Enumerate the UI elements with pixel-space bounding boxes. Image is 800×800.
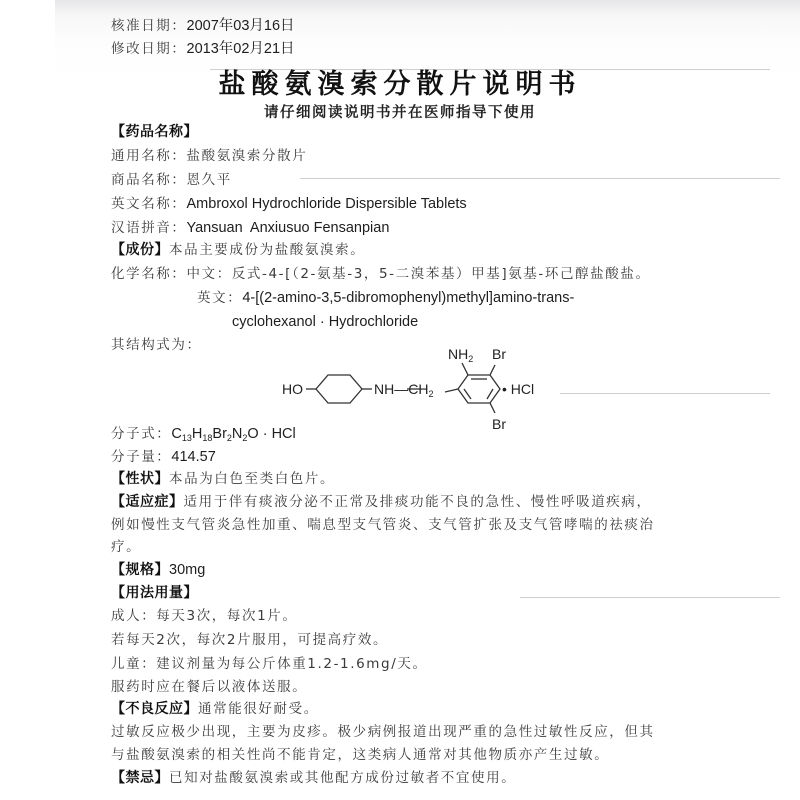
adverse-reactions <box>111 700 319 718</box>
pinyin-name-value: Yansuan Anxiusuo Fensanpian <box>186 220 390 236</box>
bleed-rule <box>560 393 770 394</box>
section-heading-indications: 【适应症】 <box>111 494 184 510</box>
nh2-label: $NH_2$ <box>448 346 474 364</box>
specification <box>111 561 205 579</box>
generic-name-value: 盐酸氨溴索分散片 <box>186 148 308 164</box>
adverse-reactions-line3: 与盐酸氨溴索的相关性尚不能肯定，这类病人通常对其他物质亦产生过敏。 <box>111 747 610 763</box>
revision-date-label: 修改日期： <box>111 41 187 57</box>
hcl-label: • HCl <box>502 381 535 397</box>
revision-date <box>111 40 295 58</box>
molecule-diagram <box>280 337 550 437</box>
indications-line3: 疗。 <box>111 539 142 555</box>
nh-ch2-label: $NH—CH_2$ <box>374 381 434 399</box>
bleed-rule <box>300 178 780 179</box>
molecular-weight-label: 分子量： <box>111 449 172 465</box>
chemical-name-en <box>197 289 574 307</box>
contraindications-text: 已知对盐酸氨溴索或其他配方成份过敏者不宜使用。 <box>169 770 517 786</box>
chemical-name-cn-label: 中文： <box>186 266 232 282</box>
pinyin-name-label: 汉语拼音： <box>111 220 187 236</box>
section-heading-contraindications: 【禁忌】 <box>111 770 169 786</box>
chemical-name-label: 化学名称： <box>111 266 187 282</box>
trade-name-label: 商品名称： <box>111 172 187 188</box>
molecular-formula-label: 分子式： <box>111 426 172 442</box>
section-heading-description: 【性状】 <box>111 471 169 487</box>
indications-text: 适用于伴有痰液分泌不正常及排痰功能不良的急性、慢性呼吸道疾病， <box>183 494 652 510</box>
molecular-weight-value: 414.57 <box>171 449 216 465</box>
page-title: 盐酸氨溴索分散片说明书 <box>218 69 582 100</box>
specification-value: 30mg <box>169 562 206 578</box>
english-name-label: 英文名称： <box>111 196 187 212</box>
dosage-line3: 儿童：建议剂量为每公斤体重1.2-1.6mg/天。 <box>111 656 428 672</box>
molecular-formula-value: $C_{13}H_{18}Br_2N_2O$ · HCl <box>171 426 296 443</box>
description-text: 本品为白色至类白色片。 <box>169 471 336 487</box>
dosage-line4: 服药时应在餐后以液体送服。 <box>111 679 308 695</box>
section-heading-adverse-reactions: 【不良反应】 <box>111 701 198 717</box>
structural-formula <box>280 337 550 437</box>
generic-name-label: 通用名称： <box>111 148 187 164</box>
revision-date-value: 2013年02月21日 <box>186 41 295 57</box>
generic-name <box>111 147 307 165</box>
approval-date <box>111 17 295 35</box>
english-name-value: Ambroxol Hydrochloride Dispersible Tablets <box>186 196 467 212</box>
section-heading-drug-name: 【药品名称】 <box>111 124 198 140</box>
section-heading-specification: 【规格】 <box>111 562 169 578</box>
adverse-reactions-line2: 过敏反应极少出现，主要为皮疹。极少病例报道出现严重的急性过敏性反应，但其 <box>111 724 655 740</box>
indications-line2: 例如慢性支气管炎急性加重、喘息型支气管炎、支气管扩张及支气管哮喘的祛痰治 <box>111 517 655 533</box>
bromine-top-label: Br <box>492 346 506 362</box>
english-name <box>111 195 467 213</box>
dosage-line2: 若每天2次，每次2片服用，可提高疗效。 <box>111 632 389 648</box>
approval-date-value: 2007年03月16日 <box>186 18 295 34</box>
chemical-name-en-label: 英文： <box>197 290 243 306</box>
section-heading-dosage: 【用法用量】 <box>111 585 198 601</box>
molecular-formula <box>111 425 296 447</box>
molecular-weight <box>111 448 216 466</box>
composition-text: 本品主要成份为盐酸氨溴索。 <box>169 242 366 258</box>
contraindications <box>111 769 516 787</box>
chemical-name-cn-value: 反式-4-[（2-氨基-3，5-二溴苯基）甲基]氨基-环己醇盐酸盐。 <box>231 266 651 282</box>
bromine-bottom-label: Br <box>492 416 506 432</box>
structure-label: 其结构式为： <box>111 337 202 353</box>
adverse-reactions-text: 通常能很好耐受。 <box>198 701 319 717</box>
hydroxyl-label: HO <box>282 381 303 397</box>
trade-name-value: 恩久平 <box>186 172 232 188</box>
dosage-line1: 成人：每天3次，每次1片。 <box>111 608 298 624</box>
pinyin-name <box>111 219 389 237</box>
chemical-name-cn <box>111 265 651 283</box>
chemical-name-en-line1: 4-[(2-amino-3,5-dibromophenyl)methyl]amino-trans- <box>242 290 575 306</box>
chemical-name-en-line2: cyclohexanol · Hydrochloride <box>232 314 419 330</box>
bleed-rule <box>520 597 780 598</box>
approval-date-label: 核准日期： <box>111 18 187 34</box>
trade-name <box>111 171 232 189</box>
composition <box>111 241 365 259</box>
description <box>111 470 335 488</box>
indications-line1 <box>111 493 652 511</box>
page-subtitle: 请仔细阅读说明书并在医师指导下使用 <box>264 105 536 121</box>
section-heading-composition: 【成份】 <box>111 242 169 258</box>
